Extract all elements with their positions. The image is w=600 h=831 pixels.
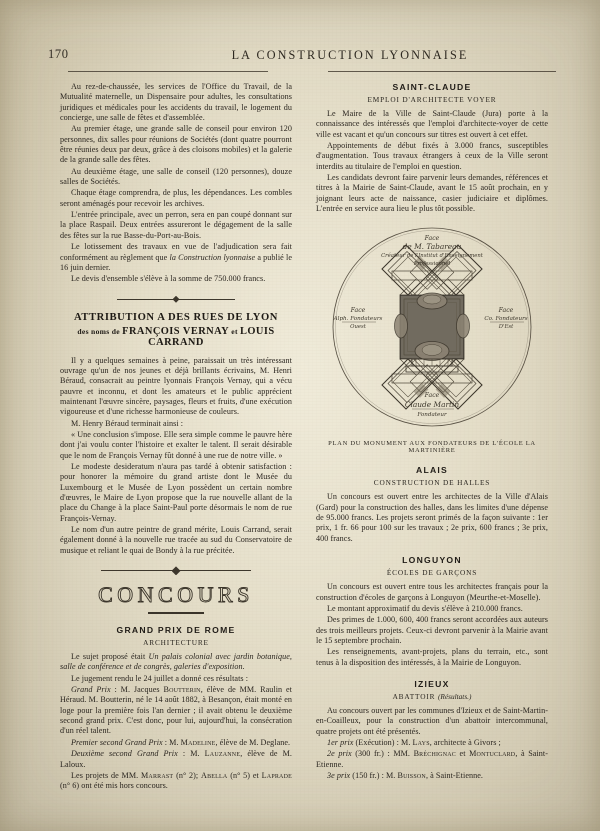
page-number: 170 <box>48 47 69 61</box>
paragraph: Les candidats devront faire parvenir leurs demandes, références et titres à la Mairie de Saint-Claude, avant le 15 août prochain, en y joignant leurs acte de naissance, casier judiciaire et diplômes. L'entrée en service aura lieu le plus tôt possible. <box>316 173 548 214</box>
paragraph: Chaque étage comprendra, de plus, les dépendances. Les combles seront aménagés pour recevoir les archives. <box>60 188 292 208</box>
result-hors-concours: Les projets de MM. Marrast (n° 2); Abella (n° 5) et Laprade (n° 6) ont été mis hors concours. <box>60 770 292 791</box>
figure-label-bottom-face: Face <box>424 392 440 400</box>
subheading-architecture: ARCHITECTURE <box>143 638 209 648</box>
result-prix: 1er prix (Exécution) : M. Lays, architecte à Givors ; <box>327 737 501 747</box>
result-grand-prix: Grand Prix : M. Jacques Boutterin, élève de MM. Raulin et Héraud. M. Boutterin, né le 14 août 1882, à Besançon, était monté en loge pour la première fois l'an dernier ; il avait obtenu le deuxième second grand prix. C'est donc, pour lui, aujourd'hui, la consécration d'un réel talent. <box>60 685 292 736</box>
paragraph: Les renseignements, avant-projets, plans du terrain, etc., sont tenus à la disposition des intéressés, à la Mairie de Longuyon. <box>316 647 548 667</box>
figure-label-top-role: Créateur de l'Institut d'Enseignement <box>381 253 483 260</box>
subheading-emploi-architecte-voyer: EMPLOI D'ARCHITECTE VOYER <box>367 95 497 104</box>
subheading-abattoir-resultats: ABATTOIR (Résultats.) <box>392 691 472 701</box>
figure-label-right-face: Face <box>498 307 514 315</box>
paragraph-sujet: Le sujet proposé était Un palais colonial avec jardin botanique, salle de conférence et de congrès, galeries d'exposition. <box>60 652 292 672</box>
paragraph: L'entrée principale, avec un perron, sera en pan coupé donnant sur la place Raspail. Deux entrées assureront le dégagement de la salle des fêtes sur la rue Basse-du-Port-au-Bois. <box>60 210 292 240</box>
paragraph-devis: Le devis d'ensemble s'élève à la somme de 750.000 francs. <box>71 274 266 284</box>
section-heading-izieux: IZIEUX <box>414 678 450 689</box>
paragraph-lotissement: Le lotissement des travaux en vue de l'adjudication sera fait conformément au règlement que la Construction lyonnaise a publié le 16 juin dernier. <box>60 242 292 272</box>
figure-label-top-role2: Professionnel <box>413 261 451 268</box>
paragraph: Un concours est ouvert entre tous les architectes français pour la construction d'écoles de garçons à Longuyon (Meurthe-et-Moselle). <box>316 582 548 602</box>
result-prix: 3e prix (150 fr.) : M. Buisson, à Saint-Etienne. <box>327 770 483 780</box>
section-heading-alais: ALAIS <box>415 465 449 476</box>
figure-monument-plan <box>316 223 548 454</box>
paragraph: Au rez-de-chaussée, les services de l'Office du Travail, de la Mutualité maternelle, un Dispensaire pour adultes, les consultations juridiques et médicales pour les accidents du travail, le logement du concierge, une salle de fêtes et d'assemblée. <box>60 82 292 123</box>
figure-label-top-face: Face <box>424 235 440 243</box>
paragraph: Il y a quelques semaines à peine, paraissait un très intéressant ouvrage qu'un de nos jeunes et déjà brillants écrivains, M. Henri Béraud, consacrait au peintre lyonnais François Vernay, qui a vécu pauvre et inconnu, et dont les amateurs et le public apprécient maintenant l'œuvre sincère, paysages, fleurs et fruits, d'une exécution vigoureuse et d'une richesse harmonieuse de couleurs. <box>60 355 292 417</box>
figure-label-bottom-role: Fondateur <box>417 412 447 419</box>
paragraph: Au concours ouvert par les communes d'Izieux et de Saint-Martin-en-Coailleux, pour la construction d'un abattoir intercommunal, quatre projets ont été présentés. <box>316 705 548 736</box>
paragraph: Appointements de début fixés à 3.000 francs, susceptibles d'augmentation. Tous travaux étrangers à ceux de la Ville seront interdits au titulaire de l'emploi en question. <box>316 141 548 171</box>
figure-label-bottom-name: Claude Martin <box>404 400 460 410</box>
paragraph: Au deuxième étage, une salle de conseil (120 personnes), douze salles de Sociétés. <box>60 166 292 187</box>
header-rule-left <box>68 71 268 72</box>
attribution-heading <box>60 312 292 348</box>
left-column <box>60 82 292 793</box>
figure-label-left-side: Ouest <box>350 324 366 331</box>
result-deuxieme-second: Deuxième second Grand Prix : M. Lauzanne, élève de M. Laloux. <box>60 749 293 769</box>
figure-label-top-name: de M. Tabareau <box>402 242 462 252</box>
running-head <box>48 47 556 65</box>
monument-plan-drawing <box>320 223 544 435</box>
figure-caption: PLAN DU MONUMENT AUX FONDATEURS DE L'ÉCOLE LA MARTINIÈRE <box>328 440 536 455</box>
figure-label-left-name: Alph. Fondateurs <box>333 316 383 323</box>
journal-title: LA CONSTRUCTION LYONNAISE <box>231 48 469 62</box>
result-prix: 2e prix (300 fr.) : MM. Bréchignac et Montuclard, à Saint-Etienne. <box>316 749 548 769</box>
paragraph: Des primes de 1.000, 600, 400 francs seront accordées aux auteurs des trois meilleurs projets. Ceux-ci devront parvenir à la Mairie avant le 15 septembre prochain. <box>316 615 548 645</box>
header-rule-right <box>328 71 556 72</box>
subheading-construction-de-halles: CONSTRUCTION DE HALLES <box>373 478 491 488</box>
figure-label-left-face: Face <box>350 307 366 315</box>
attribution-line-2: des noms de FRANÇOIS VERNAY et LOUIS CARRAND <box>77 325 275 348</box>
concours-title: CONCOURS <box>98 582 254 608</box>
subheading-ecoles-de-garcons: ÉCOLES DE GARÇONS <box>386 568 478 578</box>
section-heading-grand-prix-de-rome: GRAND PRIX DE ROME <box>116 625 236 636</box>
figure-label-right-side: D'Est <box>498 324 514 331</box>
ornament-divider <box>60 293 292 305</box>
right-column <box>316 82 548 782</box>
attribution-line-1: ATTRIBUTION A DES RUES DE LYON <box>73 311 278 323</box>
concours-underline <box>148 612 204 614</box>
paragraph: « Une conclusion s'impose. Elle sera simple comme le pauvre hère dont j'ai voulu conter l'histoire et exalter le talent. Il serait désirable que le nom de François Vernay fût donné à une rue de notre ville. » <box>60 429 292 460</box>
paragraph: Un concours est ouvert entre les architectes de la Ville d'Alais (Gard) pour la construction des halles, dans les limites d'une dépense de 95.000 francs. Les projets seront primés de la façon suivante : 1er prix, 1 fr. 66 pour 100 sur les travaux ; 2e prix, 600 francs ; 3e prix, 400 francs. <box>316 492 548 543</box>
paragraph: Le modeste desideratum n'aura pas tardé à obtenir satisfaction : pour honorer la mémoire du grand artiste dont le Musée du Luxembourg et le Musée de Lyon possèdent un certain nombre d'œuvres, le Maire de Lyon propose que la rue nouvelle allant de la place du Change à la place Saint-Paul porte désormais le nom de rue François-Vernay. <box>60 461 292 523</box>
section-heading-longuyon: LONGUYON <box>402 555 462 566</box>
result-premier-second: Premier second Grand Prix : M. Madeline, élève de M. Deglane. <box>71 737 291 747</box>
paragraph: Le montant approximatif du devis s'élève à 210.000 francs. <box>327 603 523 613</box>
paragraph-jugement: Le jugement rendu le 24 juillet a donné ces résultats : <box>71 673 249 683</box>
figure-label-right-name: Co. Fondateurs <box>484 316 528 323</box>
paragraph: Le Maire de la Ville de Saint-Claude (Jura) porte à la connaissance des intéressés que l'emploi d'architecte-voyer de cette ville est vacant et qu'un concours sur titres est ouvert à cet effet. <box>316 109 548 139</box>
section-heading-saint-claude: SAINT-CLAUDE <box>392 82 472 92</box>
paragraph: Au premier étage, une grande salle de conseil pour environ 120 personnes, dix salles pour réunions de Sociétés (dont quatre pourront être réunies deux par deux, grâce à des cloisons mobiles) et la galerie de la grande salle des fêtes. <box>60 124 292 165</box>
paragraph: Le nom d'un autre peintre de grand mérite, Louis Carrand, serait également donné à la nouvelle rue tracée au sud du Conservatoire de musique et reliant le quai de Bondy à la rue précitée. <box>60 525 292 555</box>
paragraph: M. Henry Béraud terminait ainsi : <box>71 418 184 428</box>
ornament-divider-concours <box>60 564 292 576</box>
